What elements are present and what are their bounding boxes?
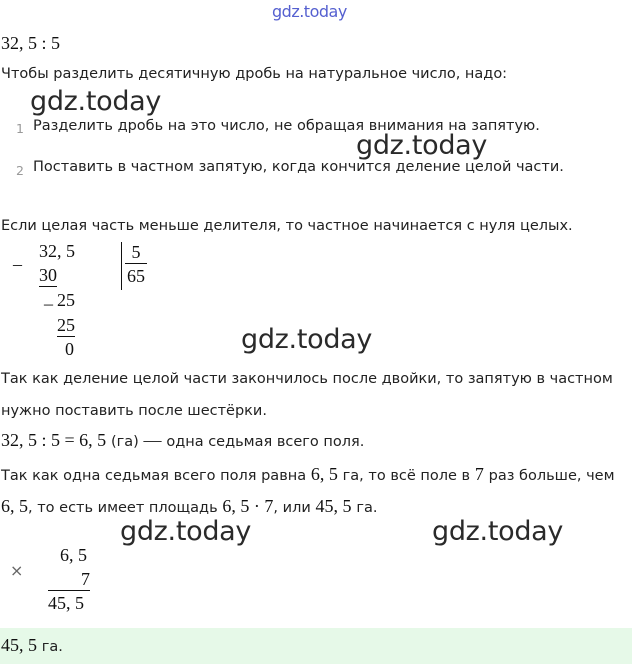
multiply-product: 45, 5	[48, 593, 84, 613]
step-text: Поставить в частном запятую, когда кончится деление целой части.	[33, 159, 564, 175]
multiply-factor-a: 6, 5	[60, 545, 87, 565]
step-number: 2	[16, 163, 24, 178]
division-remainder-2: 0	[65, 339, 74, 359]
result-text: одна седьмая всего поля.	[166, 434, 365, 450]
division-divisor: 5	[125, 241, 147, 264]
answer-box	[0, 628, 632, 664]
para-text: , то есть имеет площадь	[28, 500, 218, 516]
division-small-minus: _	[44, 287, 53, 307]
intro-text: Чтобы разделить десятичную дробь на натуральное число, надо:	[1, 66, 508, 82]
watermark: gdz.today	[30, 86, 162, 117]
multiply-sign: ×	[10, 561, 24, 580]
paragraph-2-line-2	[1, 496, 377, 517]
division-subtrahend-2: 25	[57, 315, 75, 335]
watermark-top: gdz.today	[272, 2, 347, 21]
para-text: Так как одна седьмая всего поля равна	[1, 468, 307, 484]
explanation-line-1: Так как деление целой части закончилось после двойки, то запятую в частном	[1, 371, 613, 387]
division-subtrahend-1: 30	[39, 265, 57, 285]
answer-line	[1, 635, 63, 656]
watermark: gdz.today	[120, 516, 252, 547]
multiply-factor-b: 7	[48, 568, 90, 591]
step-number: 1	[16, 121, 24, 136]
rule-note: Если целая часть меньше делителя, то частное начинается с нуля целых.	[1, 218, 573, 234]
para-value: 6, 5	[310, 464, 338, 484]
result-line	[1, 430, 364, 451]
explanation-line-2: нужно поставить после шестёрки.	[1, 403, 267, 419]
para-value: 45, 5	[315, 496, 352, 516]
division-remainder-1: 25	[57, 290, 75, 310]
division-quotient: 65	[127, 266, 145, 286]
division-dividend: 32, 5	[39, 241, 75, 261]
problem-expression: 32, 5 : 5	[1, 33, 61, 53]
answer-value: 45, 5	[1, 635, 37, 655]
watermark: gdz.today	[356, 130, 488, 161]
result-dash: —	[143, 430, 162, 450]
result-expression: 32, 5 : 5 = 6, 5	[1, 430, 107, 450]
para-value: 6, 5 · 7	[222, 496, 274, 516]
paragraph-2-line-1	[1, 464, 615, 485]
watermark: gdz.today	[241, 324, 373, 355]
para-value: 7	[474, 464, 484, 484]
step-text: Разделить дробь на это число, не обращая внимания на запятую.	[33, 118, 540, 134]
watermark: gdz.today	[432, 516, 564, 547]
result-unit: (га)	[110, 434, 139, 450]
division-minus: –	[13, 254, 22, 274]
para-text: раз больше, чем	[488, 468, 615, 484]
para-value: 6, 5	[1, 496, 28, 516]
answer-unit: га.	[41, 639, 63, 655]
para-text: га, то всё поле в	[342, 468, 471, 484]
division-bar	[121, 242, 122, 290]
para-text: , или	[273, 500, 311, 516]
para-text: га.	[356, 500, 378, 516]
